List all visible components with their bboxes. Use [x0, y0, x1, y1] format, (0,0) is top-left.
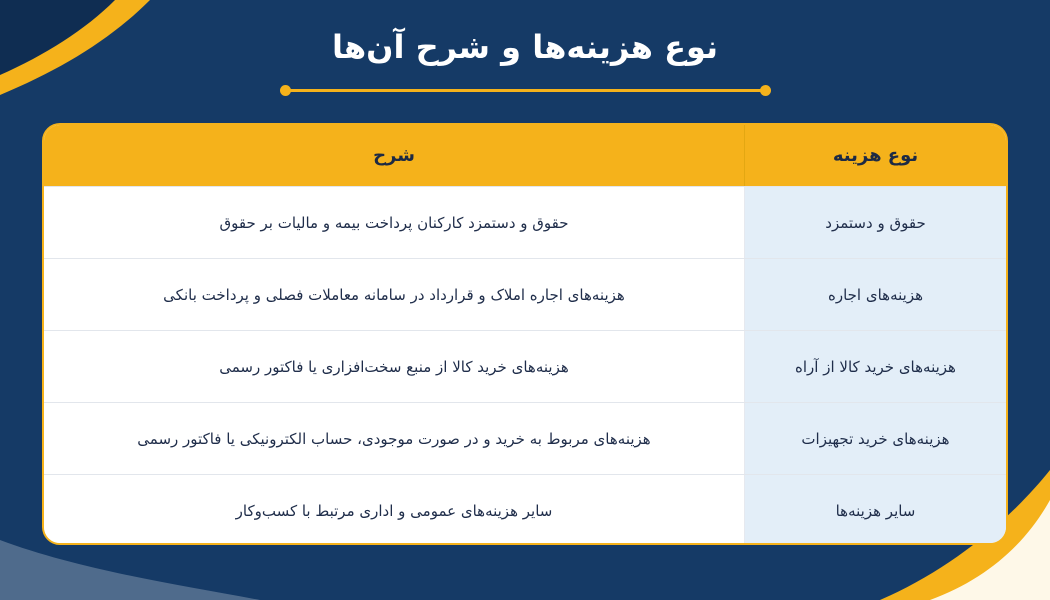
- table-row: [44, 474, 1006, 545]
- costs-table: [42, 123, 1008, 545]
- header-description: شرح: [44, 125, 745, 186]
- row-type: هزینه‌های خرید تجهیزات: [745, 403, 1006, 475]
- title-underline-dot-left: [280, 85, 291, 96]
- table-row: [44, 330, 1006, 403]
- header-type: نوع هزینه: [832, 145, 919, 166]
- table-row: [44, 186, 1006, 259]
- row-description: حقوق و دستمزد کارکنان پرداخت بیمه و مالیات بر حقوق: [44, 187, 745, 259]
- table-row: [44, 258, 1006, 331]
- row-type: سایر هزینه‌ها: [745, 475, 1006, 545]
- table-row: [44, 402, 1006, 475]
- row-type: حقوق و دستمزد: [745, 187, 1006, 259]
- title-underline: [285, 89, 765, 92]
- row-type: هزینه‌های خرید کالا از آراه: [745, 331, 1006, 403]
- row-description: هزینه‌های اجاره املاک و قرارداد در سامانه معاملات فصلی و پرداخت بانکی: [44, 259, 745, 331]
- title-underline-dot-right: [760, 85, 771, 96]
- row-description: هزینه‌های خرید کالا از منبع سخت‌افزاری یا فاکتور رسمی: [44, 331, 745, 403]
- page-title: نوع هزینه‌ها و شرح آن‌ها: [331, 28, 719, 66]
- row-type: هزینه‌های اجاره: [745, 259, 1006, 331]
- row-description: سایر هزینه‌های عمومی و اداری مرتبط با کسب‌وکار: [44, 475, 745, 545]
- row-description: هزینه‌های مربوط به خرید و در صورت موجودی، حساب الکترونیکی یا فاکتور رسمی: [44, 403, 745, 475]
- table-header-row: [44, 125, 1006, 186]
